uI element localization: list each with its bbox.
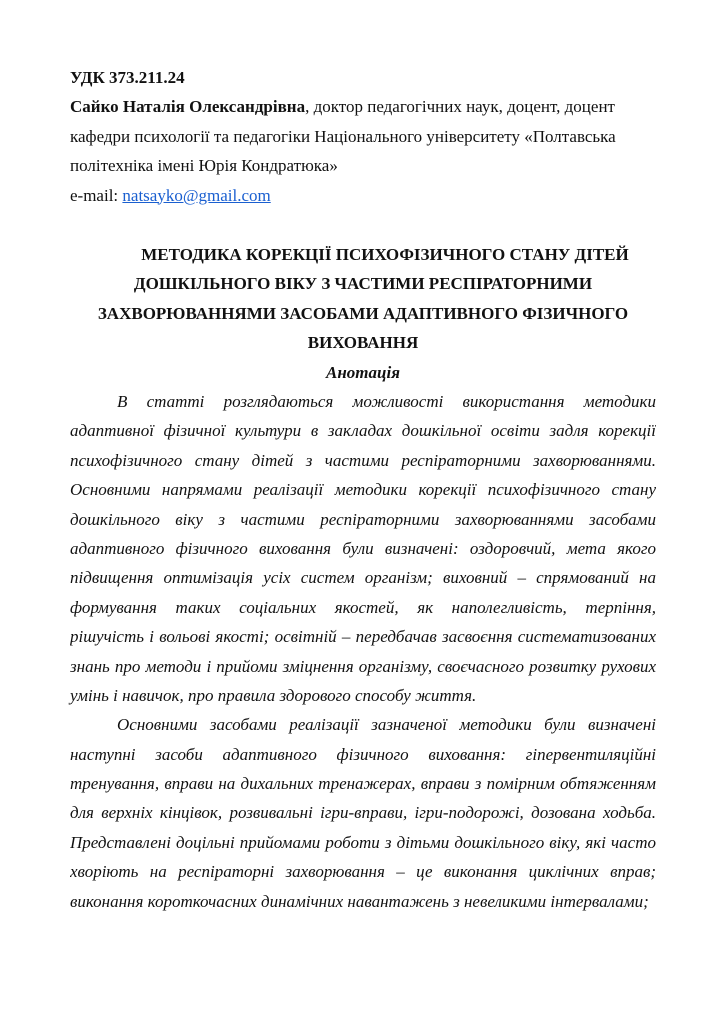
abstract-body [70,387,656,916]
paragraph-line: адаптивної фізичної культури в закладах дошкільної освіти задля корекції [70,421,656,441]
paragraph-line: умінь і навичок, про правила здорового способу життя. [70,685,477,705]
paragraph-line: знань про методи і прийоми зміцнення організму, своєчасного розвитку рухових [70,656,656,676]
author-name: Сайко Наталія Олександрівна [70,97,306,117]
paragraph-line: тренування, вправи на дихальних тренажерах, вправи з помірним обтяженням [70,774,656,794]
title-line: ЗАХВОРЮВАННЯМИ ЗАСОБАМИ АДАПТИВНОГО ФІЗИЧНОГО [97,303,629,323]
title-line: ВИХОВАННЯ [307,333,419,353]
paragraph-line: Основними напрямами реалізації методики корекції психофізичного стану [70,480,656,500]
paragraph-line: для верхніх кінцівок, розвивальні ігри-вправи, ігри-подорожі, дозована ходьба. [70,803,656,823]
author-header [70,63,656,210]
author-info: кафедри психології та педагогіки Національного університету «Полтавська [70,126,616,146]
abstract-heading: Анотація [326,362,400,382]
paragraph-line: формування таких соціальних якостей, як наполегливість, терпіння, [70,597,656,617]
paragraph-line: адаптивного фізичного виховання були визначені: оздоровчий, мета якого [70,538,656,558]
paragraph-line: В статті розглядаються можливості використання методики [117,392,656,411]
article-title [70,240,656,387]
udc-code: УДК 373.211.24 [70,68,185,87]
title-line: МЕТОДИКА КОРЕКЦІЇ ПСИХОФІЗИЧНОГО СТАНУ ДІТЕЙ [141,245,629,264]
author-info: політехніка імені Юрія Кондратюка» [70,156,338,176]
paragraph-line: виконання короткочасних динамічних навантажень з невеликими інтервалами; [70,891,649,911]
email-label: e-mail: [70,185,123,205]
email-link[interactable]: natsayko@gmail.com [122,185,271,205]
paragraph-line: психофізичного стану дітей з частими респіраторними захворюваннями. [70,450,656,470]
title-line: ДОШКІЛЬНОГО ВІКУ З ЧАСТИМИ РЕСПІРАТОРНИМИ [133,274,593,294]
paragraph-line: Представлені доцільні прийомами роботи з дітьми дошкільного віку, які часто [70,832,656,852]
paragraph-line: наступні засоби адаптивного фізичного виховання: гіпервентиляційні [70,744,656,764]
author-info: , доктор педагогічних наук, доцент, доцент [305,97,615,117]
paragraph-line: Основними засобами реалізації зазначеної методики були визначені [117,715,656,735]
paragraph-line: дошкільного віку з частими респіраторними захворюваннями засобами [70,509,656,529]
paragraph-line: хворіють на респіраторні захворювання – це виконання циклічних вправ; [70,862,656,882]
paragraph-line: підвищення оптимізація усіх систем організм; виховний – спрямований на [70,568,656,588]
paragraph-line: рішучість і вольові якості; освітній – передбачав засвоєння систематизованих [70,627,656,647]
